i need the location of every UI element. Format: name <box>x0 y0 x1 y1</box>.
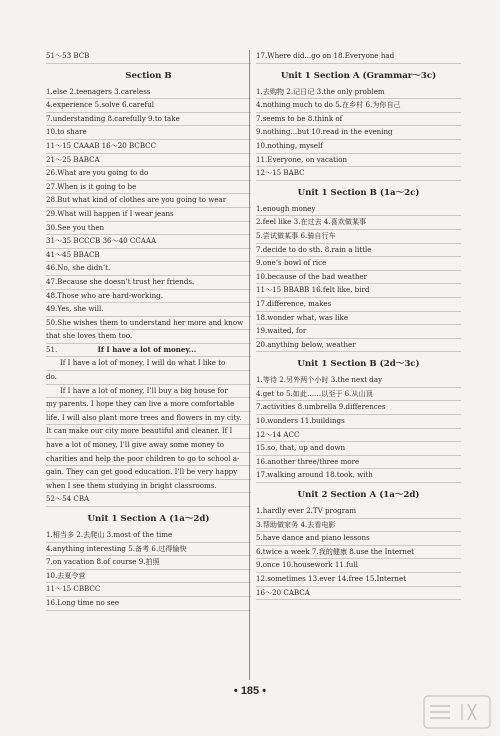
essay-line: charities and help the poor children to go to school a- <box>46 453 251 467</box>
answer-line: 1.等待 2.另外两个小时 3.the next day <box>256 374 461 388</box>
answer-line: 7.understanding 8.carefully 9.to take <box>46 113 251 127</box>
essay-line: have a lot of money, I’ll give away some money to <box>46 439 251 453</box>
answer-line: 47.Because she doesn’t trust her friends. <box>46 276 251 290</box>
answer-line: 31～35 BCCCB 36～40 CCAAA <box>46 235 251 249</box>
answer-line: 7.activities 8.umbrella 9.differences <box>256 401 461 415</box>
answer-line: 5.尝试做某事 6.骑自行车 <box>256 230 461 244</box>
answer-line: 4.get to 5.如此……以至于 6.从山顶 <box>256 388 461 402</box>
answer-line: 5.have dance and piano lessons <box>256 532 461 546</box>
answer-line: 1.enough money <box>256 203 461 217</box>
left-column <box>46 50 251 611</box>
answer-line: 15.so, that, up and down <box>256 442 461 456</box>
column-divider <box>249 50 250 680</box>
answer-line: 7.seems to be 8.think of <box>256 113 461 127</box>
page-number: • 185 • <box>233 685 267 697</box>
essay-line: It can make our city more beautiful and cleaner. If I <box>46 425 251 439</box>
answer-line: 12.sometimes 13.ever 14.free 15.Internet <box>256 573 461 587</box>
answer-line: 28.But what kind of clothes are you going to wear <box>46 194 251 208</box>
answer-line: 16～20 CABCA <box>256 587 461 601</box>
answer-line: 41～45 BBACB <box>46 249 251 263</box>
answer-line: 9.once 10.housework 11.full <box>256 559 461 573</box>
answer-line: 30.See you then <box>46 222 251 236</box>
section-heading: Section B <box>125 70 172 81</box>
answer-line: 10.wonders 11.buildings <box>256 415 461 429</box>
essay-line: life. I will also plant more trees and flowers in my city. <box>46 412 251 426</box>
unit-heading: Unit 2 Section A (1a～2d) <box>297 490 420 501</box>
answer-line: 2.feel like 3.在过去 4.喜欢做某事 <box>256 216 461 230</box>
answer-line: 11～15 CBBCC <box>46 583 251 597</box>
answer-line: 11.Everyone, on vacation <box>256 154 461 168</box>
answer-line: 7.decide to do sth. 8.rain a little <box>256 244 461 258</box>
answer-line: 51～53 BCB <box>46 50 251 64</box>
answer-line: 17.difference, makes <box>256 298 461 312</box>
unit-heading: Unit 1 Section A (1a～2d) <box>87 514 210 524</box>
answer-line: 50.She wishes them to understand her more and know <box>46 317 251 331</box>
answer-line: 16.another three/three more <box>256 456 461 470</box>
right-column <box>256 50 461 600</box>
answer-line: 27.When is it going to be <box>46 181 251 195</box>
answer-line: 52～54 CBA <box>46 493 251 507</box>
essay-heading-line <box>46 344 251 358</box>
answer-line: 11～15 BBABB 16.felt like, bird <box>256 284 461 298</box>
essay-line: my parents. I hope they can live a more comfortable <box>46 398 251 412</box>
answer-line: 16.Long time no see <box>46 597 251 611</box>
answer-line: 1.hardly ever 2.TV program <box>256 505 461 519</box>
answer-line: 7.on vacation 8.of course 9.拍照 <box>46 556 251 570</box>
answer-line: 1.else 2.teenagers 3.careless <box>46 86 251 100</box>
essay-line: do. <box>46 371 251 385</box>
answer-line: 11～15 CAAAB 16～20 BCBCC <box>46 140 251 154</box>
answer-line: 18.wonder what, was like <box>256 312 461 326</box>
answer-line: 20.anything below, weather <box>256 339 461 353</box>
essay-line: If I have a lot of money, I’ll buy a big house for <box>46 385 251 399</box>
answer-line: 10.去夏令营 <box>46 570 251 584</box>
essay-line: when I see them studying in bright classrooms. <box>46 480 251 494</box>
answer-line: 46.No, she didn’t. <box>46 262 251 276</box>
answer-line: 9.one’s bowl of rice <box>256 257 461 271</box>
answer-line: 1.去购物 2.记日记 3.the only problem <box>256 86 461 100</box>
answer-line: 26.What are you going to do <box>46 167 251 181</box>
answer-line: 9.nothing...but 10.read in the evening <box>256 126 461 140</box>
essay-number: 51. <box>46 344 58 354</box>
essay-line: If I have a lot of money, I will do what I like to <box>46 357 251 371</box>
answer-line: 19.waited, for <box>256 325 461 339</box>
answer-line: 1.相当多 2.去爬山 3.most of the time <box>46 529 251 543</box>
answer-line: 12～15 BABC <box>256 167 461 181</box>
answer-line: 10.nothing, myself <box>256 140 461 154</box>
answer-line: 49.Yes, she will. <box>46 303 251 317</box>
answer-line: 10.because of the bad weather <box>256 271 461 285</box>
answer-line: 12～14 ACC <box>256 429 461 443</box>
answer-line: 21～25 BABCA <box>46 154 251 168</box>
unit-heading: Unit 1 Section B (2d～3c) <box>297 359 420 370</box>
answer-line: 6.twice a week 7.我的健康 8.use the Internet <box>256 546 461 560</box>
answer-line: 29.What will happen if I wear jeans <box>46 208 251 222</box>
unit-heading: Unit 1 Section A (Grammar～3c) <box>280 70 437 81</box>
answer-line: 17.Where did...go on 18.Everyone had <box>256 50 461 64</box>
essay-line: gain. They can get good education. I’ll be very happy <box>46 466 251 480</box>
answer-line: 3.帮助做家务 4.去看电影 <box>256 519 461 533</box>
answer-line: 17.walking around 18.took, with <box>256 469 461 483</box>
answer-line: 48.Those who are hard-working. <box>46 290 251 304</box>
unit-heading: Unit 1 Section B (1a～2c) <box>297 187 420 198</box>
answer-line: 4.experience 5.solve 6.careful <box>46 99 251 113</box>
answer-line: 10.to share <box>46 126 251 140</box>
essay-title: If I have a lot of money... <box>97 344 197 354</box>
answer-line: 4.nothing much to do 5.在乡村 6.为你自己 <box>256 99 461 113</box>
watermark-logo <box>422 694 492 730</box>
answer-line: 4.anything interesting 5.备考 6.过得愉快 <box>46 543 251 557</box>
answer-line: that she loves them too. <box>46 330 251 344</box>
